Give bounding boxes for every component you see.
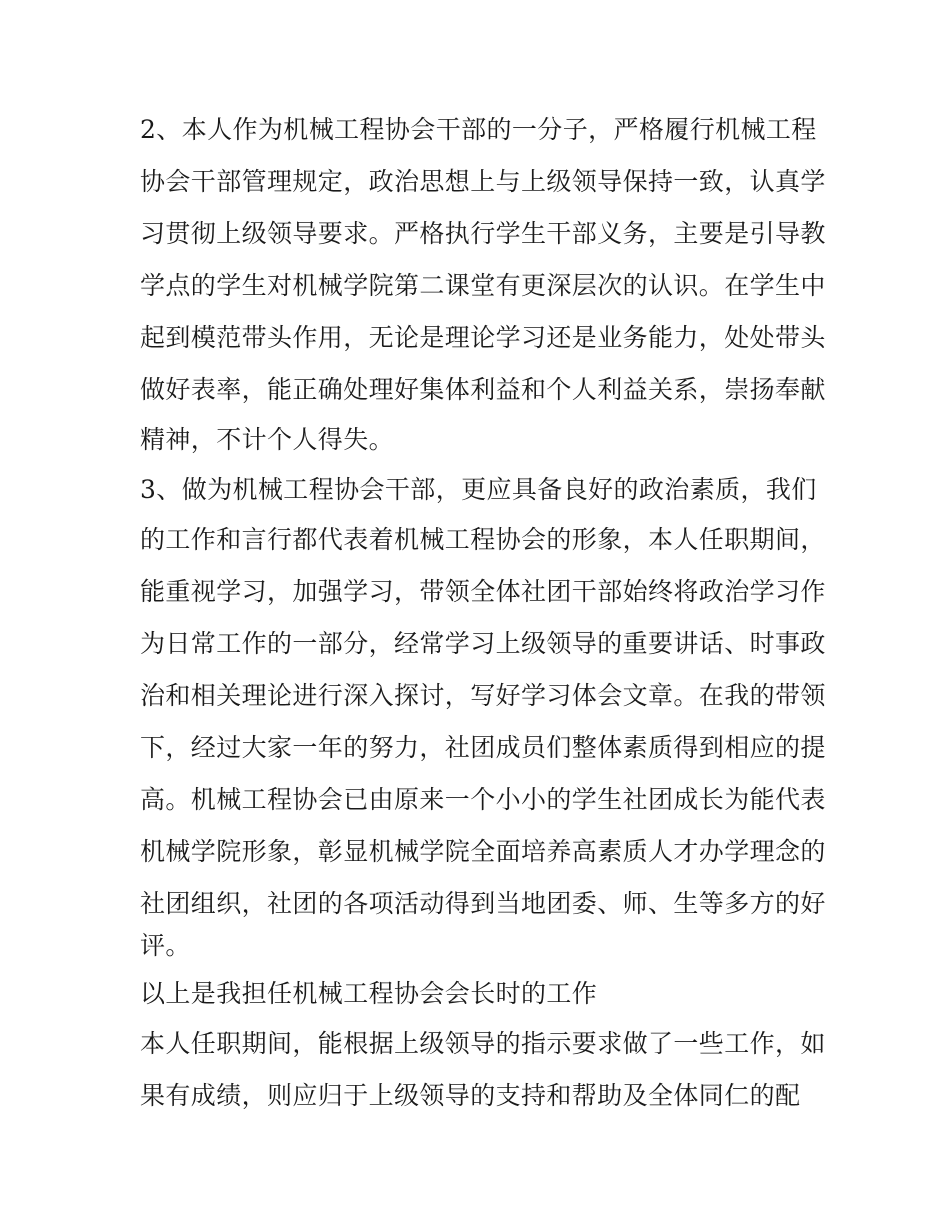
text-line: 能重视学习，加强学习，带领全体社团干部始终将政治学习作 (140, 577, 826, 606)
text-line: 习贯彻上级领导要求。严格执行学生干部义务，主要是引导教 (140, 219, 826, 248)
text-line: 果有成绩，则应归于上级领导的支持和帮助及全体同仁的配 (140, 1081, 801, 1110)
text-line: 社团组织，社团的各项活动得到当地团委、师、生等多方的好 (140, 889, 826, 918)
text-line: 下，经过大家一年的努力，社团成员们整体素质得到相应的提 (140, 733, 826, 762)
text-line: 治和相关理论进行深入探讨，写好学习体会文章。在我的带领 (140, 681, 826, 710)
text-line: 机械学院形象，彰显机械学院全面培养高素质人才办学理念的 (140, 837, 826, 866)
text-line: 精神，不计个人得失。 (140, 425, 395, 454)
text-line: 协会干部管理规定，政治思想上与上级领导保持一致，认真学 (140, 167, 826, 196)
text-line: 高。机械工程协会已由原来一个小小的学生社团成长为能代表 (140, 785, 826, 814)
text-line: 本人任职期间，能根据上级领导的指示要求做了一些工作，如 (140, 1029, 826, 1058)
text-line: 评。 (140, 931, 191, 960)
text-line: 以上是我担任机械工程协会会长时的工作 (140, 979, 598, 1008)
text-line: 为日常工作的一部分，经常学习上级领导的重要讲话、时事政 (140, 629, 826, 658)
text-line: 学点的学生对机械学院第二课堂有更深层次的认识。在学生中 (140, 271, 826, 300)
text-line: 3、做为机械工程协会干部，更应具备良好的政治素质，我们 (140, 475, 817, 504)
text-line: 2、本人作为机械工程协会干部的一分子，严格履行机械工程 (140, 115, 817, 144)
text-line: 做好表率，能正确处理好集体利益和个人利益关系，崇扬奉献 (140, 375, 826, 404)
text-line: 的工作和言行都代表着机械工程协会的形象，本人任职期间， (140, 525, 826, 554)
text-line: 起到模范带头作用，无论是理论学习还是业务能力，处处带头 (140, 323, 826, 352)
